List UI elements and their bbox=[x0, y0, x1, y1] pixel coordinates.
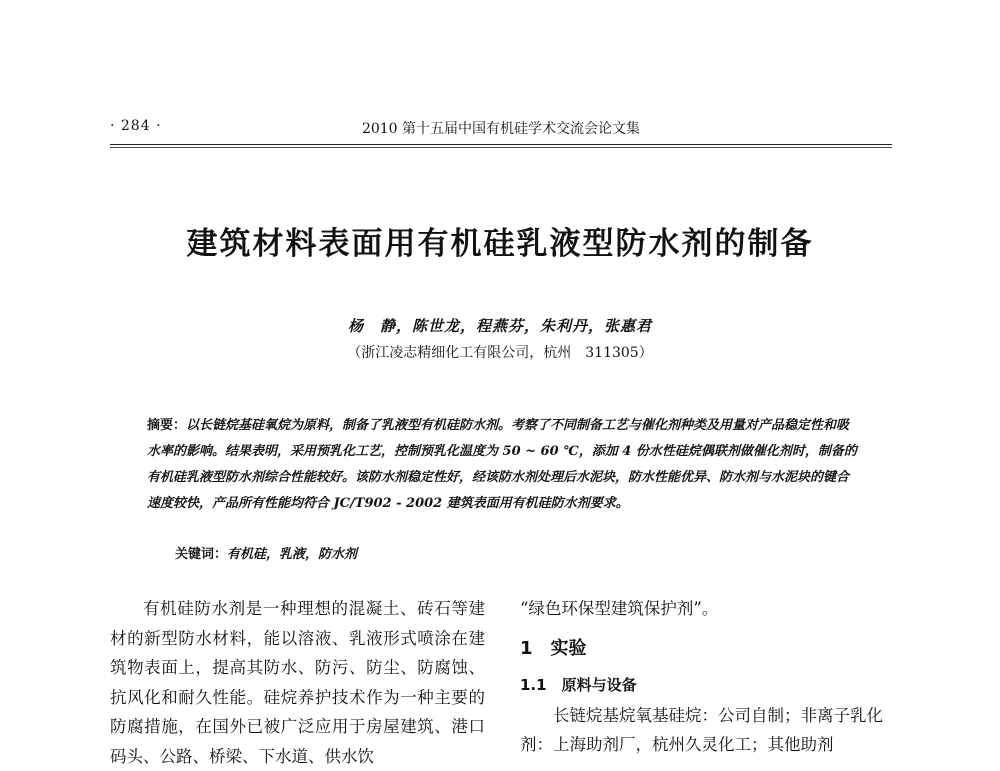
author-list: 杨 静，陈世龙，程燕芬，朱利丹，张惠君 bbox=[347, 317, 652, 335]
paper-title: 建筑材料表面用有机硅乳液型防水剂的制备 bbox=[186, 226, 814, 262]
abstract bbox=[147, 413, 859, 517]
continued-text: “绿色环保型建筑保护剂”。 bbox=[520, 599, 719, 618]
abstract-label: 摘要： bbox=[147, 418, 187, 433]
intro-paragraph: 有机硅防水剂是一种理想的混凝土、砖石等建材的新型防水材料，能以溶液、乳液形式喷涂在建筑物表面上，提高其防水、防污、防尘、防腐蚀、抗风化和耐久性能。硅烷养护技术作为一种主要的防腐措施，在国外已被广泛应用于房屋建筑、港口码头、公路、桥梁、下水道、供水饮 bbox=[110, 599, 485, 766]
keywords-text: 有机硅，乳液，防水剂 bbox=[227, 547, 358, 562]
subsection-heading: 1.1 原料与设备 bbox=[520, 676, 637, 694]
materials-paragraph: 长链烷基烷氧基硅烷：公司自制；非离子乳化剂：上海助剂厂，杭州久灵化工；其他助剂 bbox=[520, 705, 883, 754]
affiliation: （浙江凌志精细化工有限公司，杭州 311305） bbox=[347, 345, 653, 361]
abstract-text: 以长链烷基硅氧烷为原料，制备了乳液型有机硅防水剂。考察了不同制备工艺与催化剂种类及用量对产品稳定性和吸水率的影响。结果表明，采用预乳化工艺，控制预乳化温度为 50 ~ 60 ℃，添加 4 份水性硅烷偶联剂做催化剂时，制备的有机硅乳液型防水剂综合性能较好。该防水剂稳定性好，经该防水剂处理后水泥块，防水性能优异、防水剂与水泥块的键合速度较快，产品所有性能均符合 JC/T902 - 2002 建筑表面用有机硅防水剂要求。 bbox=[147, 418, 857, 511]
running-header bbox=[110, 118, 892, 138]
header-rule-2 bbox=[110, 147, 892, 148]
keywords bbox=[175, 543, 357, 562]
left-column bbox=[110, 594, 485, 771]
journal-title: 2010 第十五届中国有机硅学术交流会论文集 bbox=[361, 121, 641, 137]
section-heading: 1 实验 bbox=[520, 637, 587, 659]
header-rule bbox=[110, 144, 892, 145]
keywords-label: 关键词： bbox=[175, 547, 228, 562]
right-column bbox=[520, 594, 895, 760]
page-number: · 284 · bbox=[110, 118, 162, 134]
